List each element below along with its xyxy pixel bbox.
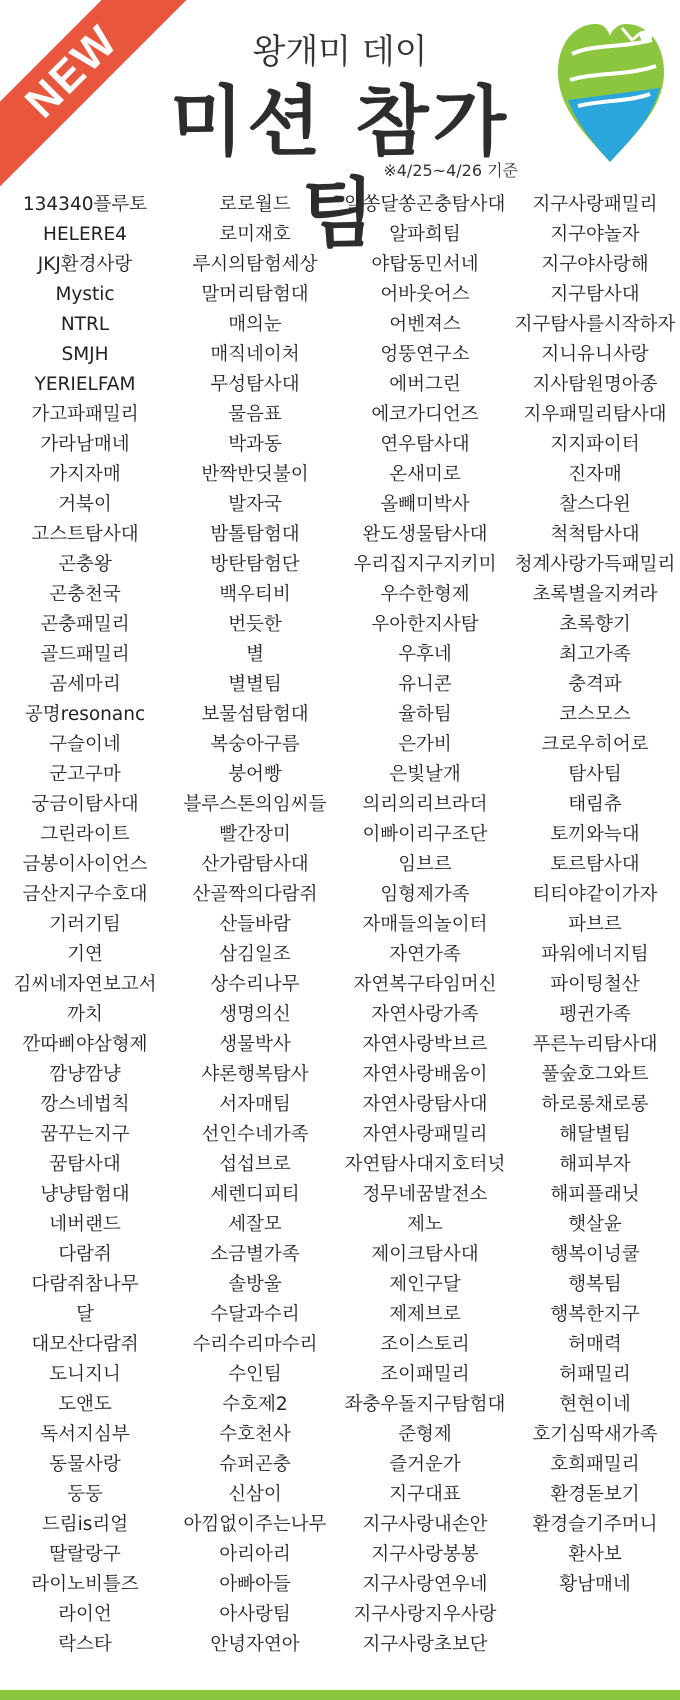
heart-logo-icon [552,14,668,164]
team-name: 달 [76,1304,94,1325]
team-name: 솔방울 [228,1274,282,1295]
new-badge [0,0,200,200]
team-name: 네버랜드 [49,1214,121,1235]
team-name: 곤충천국 [49,584,121,605]
team-name: 티티야같이가자 [532,884,658,905]
team-name: 허매력 [568,1334,622,1355]
new-badge-label: NEW [0,0,199,199]
team-name: 둥둥 [67,1484,103,1505]
team-name: 청계사랑가득패밀리 [514,554,676,575]
team-name: 깜냥깜냥 [49,1064,121,1085]
team-name: 임브르 [398,854,452,875]
team-name: 수호제2 [222,1394,288,1415]
team-name: 환경슬기주머니 [532,1514,658,1535]
team-name: 지사탐원명아종 [532,374,658,395]
team-name: 기연 [67,944,103,965]
team-name: 코스모스 [559,704,631,725]
team-name: 금산지구수호대 [22,884,148,905]
team-name: 자연사랑탐사대 [362,1094,488,1115]
team-name: 기러기팀 [49,914,121,935]
team-name: 올빼미박사 [380,494,470,515]
team-name: 궁금이탐사대 [31,794,139,815]
date-note: ※4/25~4/26 기준 [383,161,518,180]
team-name: 우아한지사탐 [371,614,479,635]
team-name: 초록향기 [559,614,631,635]
team-name: 파워에너지팀 [541,944,649,965]
team-name: 연우탐사대 [380,434,470,455]
team-name: 말머리탐험대 [201,284,309,305]
team-name: 조이스토리 [380,1334,470,1355]
team-name: 김씨네자연보고서 [13,974,157,995]
team-name: 우후네 [398,644,452,665]
team-name: 좌충우돌지구탐험대 [344,1394,506,1415]
team-name: 해피플래닛 [550,1184,640,1205]
team-name: 지구사랑패밀리 [532,194,658,215]
team-name: 골드패밀리 [40,644,130,665]
team-name: 딸랄랑구 [49,1544,121,1565]
team-name: 그린라이트 [40,824,130,845]
team-name: 자연사랑박브르 [362,1034,488,1055]
team-name: 세잘모 [228,1214,282,1235]
team-name: 자매들의놀이터 [362,914,488,935]
team-name: 밤톨탐험대 [210,524,300,545]
team-name: 아사랑팀 [219,1604,291,1625]
team-name: 공명resonanc [24,704,146,725]
page-subtitle: 왕개미 데이 [252,32,428,72]
team-name: 지구대표 [389,1484,461,1505]
team-name: 토르탐사대 [550,854,640,875]
team-name: 수인팀 [228,1364,282,1385]
team-name: 해달별팀 [559,1124,631,1145]
team-name: 까치 [67,1004,103,1025]
team-name: 134340플루토 [22,194,148,215]
team-name: YERIELFAM [34,374,136,395]
team-name: 안녕자연아 [210,1634,300,1655]
team-name: 붕어빵 [228,764,282,785]
team-name: 금봉이사이언스 [22,854,148,875]
team-name: 정무네꿈발전소 [362,1184,488,1205]
team-name: 자연탐사대지호터넛 [344,1154,506,1175]
team-name: 준형제 [398,1424,452,1445]
team-name: 산골짝의다람쥐 [192,884,318,905]
team-name: 진자매 [568,464,622,485]
team-name: 임형제가족 [380,884,470,905]
team-name: 박과동 [228,434,282,455]
team-name: 최고가족 [559,644,631,665]
team-name: 블루스톤의임씨들 [183,794,327,815]
team-name: 섭섭브로 [219,1154,291,1175]
team-name: 물음표 [228,404,282,425]
team-name: 지우패밀리탐사대 [523,404,667,425]
team-name: 번듯한 [228,614,282,635]
team-name: 루시의탐험세상 [192,254,318,275]
team-name: 아빠아들 [219,1574,291,1595]
team-name: 보물섬탐험대 [201,704,309,725]
team-name: 풀숲호그와트 [541,1064,649,1085]
team-name: 지구사랑내손안 [362,1514,488,1535]
team-name: 은빛날개 [389,764,461,785]
team-name: 로로월드 [219,194,291,215]
team-name: 야탑동민서네 [371,254,479,275]
team-name: 에버그린 [389,374,461,395]
team-name: 지구사랑지우사랑 [353,1604,497,1625]
team-name: 서자매팀 [219,1094,291,1115]
team-name: 자연가족 [389,944,461,965]
team-name: 고스트탐사대 [31,524,139,545]
team-name: 호기심딱새가족 [532,1424,658,1445]
team-name: 푸른누리탐사대 [532,1034,658,1055]
team-name: 무성탐사대 [210,374,300,395]
team-name: 허패밀리 [559,1364,631,1385]
team-name: 곰세마리 [49,674,121,695]
footer-bar [0,1690,680,1700]
team-name: 소금별가족 [210,1244,300,1265]
team-name: 수리수리마수리 [192,1334,318,1355]
team-name: 구슬이네 [49,734,121,755]
team-name: 환경돋보기 [550,1484,640,1505]
team-name: 아리아리 [219,1544,291,1565]
team-name: 선인수네가족 [201,1124,309,1145]
team-name: 꿈탐사대 [49,1154,121,1175]
team-name: 곤충패밀리 [40,614,130,635]
team-name: 락스타 [58,1634,112,1655]
team-name: 탐사팀 [568,764,622,785]
team-name [510,1630,680,1660]
team-name: HELERE4 [43,224,127,245]
page-title: 미션 참가팀 [169,77,511,258]
team-name: 복숭아구름 [210,734,300,755]
team-name: 슈퍼곤충 [219,1454,291,1475]
team-name: 자연사랑배움이 [362,1064,488,1085]
team-name: 별별팀 [228,674,282,695]
team-name: 온새미로 [389,464,461,485]
team-name: 유니콘 [398,674,452,695]
team-name: SMJH [61,344,109,365]
team-name: 동물사랑 [49,1454,121,1475]
team-name: 다람쥐 [58,1244,112,1265]
team-name: 자연사랑패밀리 [362,1124,488,1145]
team-name: 제이크탐사대 [371,1244,479,1265]
team-name: 꿈꾸는지구 [40,1124,130,1145]
team-name: 제인구달 [389,1274,461,1295]
team-name: 매직네이처 [210,344,300,365]
team-name: 생명의신 [219,1004,291,1025]
team-name: 은가비 [398,734,452,755]
team-name: 하로롱채로롱 [541,1094,649,1115]
team-name: 삼김일조 [219,944,291,965]
team-name: 매의눈 [228,314,282,335]
team-name: 파이팅철산 [550,974,640,995]
team-name: 백우티비 [219,584,291,605]
team-name: 호희패밀리 [550,1454,640,1475]
team-name: 즐거운가 [389,1454,461,1475]
team-name: 지구야놀자 [550,224,640,245]
team-name: 초록별을지켜라 [532,584,658,605]
team-name: 수달과수리 [210,1304,300,1325]
team-name: 환사보 [568,1544,622,1565]
team-name: 수호천사 [219,1424,291,1445]
team-name: 우수한형제 [380,584,470,605]
team-name: 제노 [407,1214,443,1235]
team-name: 가지자매 [49,464,121,485]
team-name: 지구사랑봉봉 [371,1544,479,1565]
team-name: 군고구마 [49,764,121,785]
team-name: 토끼와늑대 [550,824,640,845]
team-name: 어벤져스 [389,314,461,335]
team-name: 라이언 [58,1604,112,1625]
team-name: 가라남매네 [40,434,130,455]
team-name: 어바웃어스 [380,284,470,305]
team-name: 대모산다람쥐 [31,1334,139,1355]
team-name: 조이패밀리 [380,1364,470,1385]
team-name: 에코가디언즈 [371,404,479,425]
team-name: 드림is리얼 [41,1514,129,1535]
team-name: 태림츄 [568,794,622,815]
team-name: 충격파 [568,674,622,695]
team-name: 라이노비틀즈 [31,1574,139,1595]
team-name: 행복이넝쿨 [550,1244,640,1265]
team-name: 거북이 [58,494,112,515]
team-name: 도앤도 [58,1394,112,1415]
team-name: 독서지심부 [40,1424,130,1445]
team-name: 찰스다윈 [559,494,631,515]
team-name: 생물박사 [219,1034,291,1055]
team-name: 지구탐사를시작하자 [514,314,676,335]
team-name: 파브르 [568,914,622,935]
team-name: 산가람탐사대 [201,854,309,875]
team-name: 펭귄가족 [559,1004,631,1025]
team-list [0,190,680,1660]
team-name: 엉뚱연구소 [380,344,470,365]
team-name: 지구탐사대 [550,284,640,305]
team-name: 지지파이터 [550,434,640,455]
team-name: 이빠이리구조단 [362,824,488,845]
team-name: 로미재호 [219,224,291,245]
team-name: 별 [246,644,264,665]
team-name [510,1600,680,1630]
team-name: 세렌디피티 [210,1184,300,1205]
team-name: 율하팀 [398,704,452,725]
team-name: 행복팀 [568,1274,622,1295]
team-name: 지구사랑초보단 [362,1634,488,1655]
team-name: 신삼이 [228,1484,282,1505]
team-name: NTRL [60,314,110,335]
team-name: 가고파패밀리 [31,404,139,425]
team-name: 샤론행복탐사 [201,1064,309,1085]
team-name: 자연사랑가족 [371,1004,479,1025]
team-name: 깐따삐야삼형제 [22,1034,148,1055]
team-name: 제제브로 [389,1304,461,1325]
team-name: 현현이네 [559,1394,631,1415]
team-name: 냥냥탐험대 [40,1184,130,1205]
team-name: 크로우히어로 [541,734,649,755]
team-name: 황남매네 [559,1574,631,1595]
team-name: 해피부자 [559,1154,631,1175]
team-name: 상수리나무 [210,974,300,995]
team-name: 행복한지구 [550,1304,640,1325]
team-name: 깡스네법칙 [40,1094,130,1115]
team-name: 다람쥐참나무 [31,1274,139,1295]
team-name: 우리집지구지키미 [353,554,497,575]
team-name: 완도생물탐사대 [362,524,488,545]
team-name: 아낌없이주는나무 [183,1514,327,1535]
team-name: 알파희팀 [389,224,461,245]
team-name: 자연복구타임머신 [353,974,497,995]
team-name: JKJ환경사랑 [37,254,133,275]
team-name: 알쏭달쏭곤충탐사대 [344,194,506,215]
team-name: 척척탐사대 [550,524,640,545]
team-name: 산들바람 [219,914,291,935]
team-name: Mystic [55,284,115,305]
team-name: 방탄탐험단 [210,554,300,575]
team-name: 발자국 [228,494,282,515]
team-name: 도니지니 [49,1364,121,1385]
team-name: 빨간장미 [219,824,291,845]
team-name: 곤충왕 [58,554,112,575]
team-name: 반짝반딧불이 [201,464,309,485]
team-name: 지니유니사랑 [541,344,649,365]
team-name: 의리의리브라더 [362,794,488,815]
team-name: 지구야사랑해 [541,254,649,275]
team-name: 지구사랑연우네 [362,1574,488,1595]
team-name: 햇살윤 [568,1214,622,1235]
